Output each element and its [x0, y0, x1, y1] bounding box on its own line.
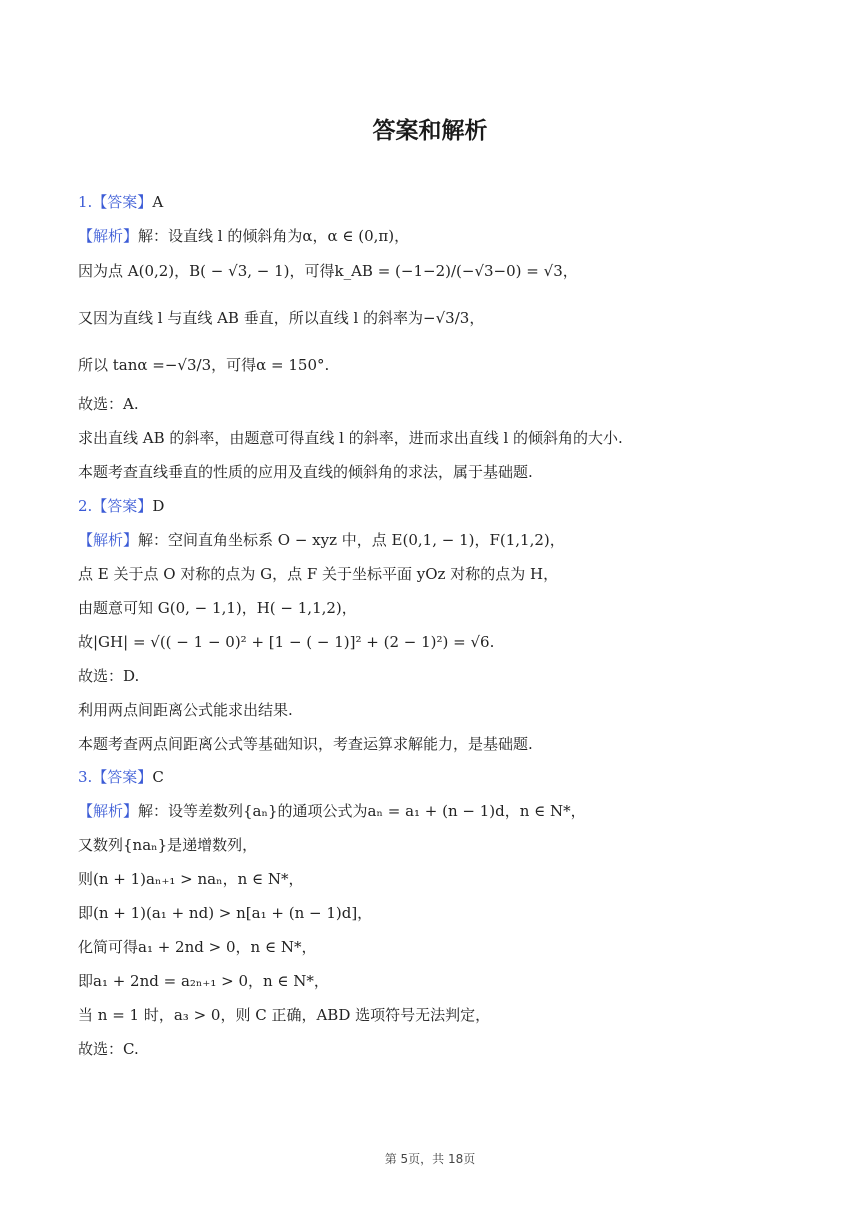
section-label: 【解析】 [78, 531, 139, 549]
line-text: 即a₁ + 2nd = a₂ₙ₊₁ > 0，n ∈ N*， [78, 972, 329, 990]
text-line [78, 835, 257, 855]
line-text: 本题考查直线垂直的性质的应用及直线的倾斜角的求法，属于基础题. [78, 463, 533, 481]
line-text: 由题意可知 G(0, − 1,1)，H( − 1,1,2)， [78, 599, 357, 617]
line-text: 故选：A. [78, 395, 139, 413]
line-text: 又数列{naₙ}是递增数列， [78, 836, 258, 854]
text-line [78, 632, 494, 652]
line-text: 化简可得a₁ + 2nd > 0，n ∈ N*， [78, 938, 317, 956]
text-line [78, 971, 329, 991]
text-line [78, 428, 623, 448]
line-text: 利用两点间距离公式能求出结果. [78, 701, 293, 719]
line-text: 所以 tanα =−√3/3，可得α = 150°. [78, 356, 330, 374]
line-text: 当 n = 1 时，a₃ > 0，则 C 正确，ABD 选项符号无法判定， [78, 1006, 491, 1024]
section-label: 【解析】 [78, 802, 139, 820]
line-text: 点 E 关于点 O 对称的点为 G，点 F 关于坐标平面 yOz 对称的点为 H， [78, 565, 559, 583]
text-line [78, 903, 372, 923]
text-line [78, 192, 163, 212]
text-line [78, 801, 586, 821]
text-line [78, 700, 293, 720]
text-line [78, 767, 164, 787]
line-text: 又因为直线 l 与直线 AB 垂直，所以直线 l 的斜率为−√3/3， [78, 309, 485, 327]
line-text: 故选：C. [78, 1040, 139, 1058]
text-line [78, 261, 578, 281]
line-text: 求出直线 AB 的斜率，由题意可得直线 l 的斜率，进而求出直线 l 的倾斜角的大小. [78, 429, 623, 447]
line-text: 解：设直线 l 的倾斜角为α，α ∈ (0,π)， [138, 227, 410, 245]
line-text: 即(n + 1)(a₁ + nd) > n[a₁ + (n − 1)d]， [78, 904, 373, 922]
text-line [78, 355, 329, 375]
line-text: 则(n + 1)aₙ₊₁ > naₙ，n ∈ N*， [78, 870, 304, 888]
text-line [78, 496, 164, 516]
text-line [78, 1005, 490, 1025]
section-label: 【解析】 [78, 227, 139, 245]
text-line [78, 734, 533, 754]
text-line [78, 937, 316, 957]
page-footer: 第 5页，共 18页 [384, 1152, 476, 1166]
text-line [78, 462, 533, 482]
page-title: 答案和解析 [372, 118, 488, 144]
text-line [78, 530, 565, 550]
line-text: 解：空间直角坐标系 O − xyz 中，点 E(0,1, − 1)，F(1,1,2)， [138, 531, 565, 549]
line-text: 因为点 A(0,2)，B( − √3, − 1)，可得k_AB = (−1−2)/(−√3−0) = √3， [78, 262, 578, 280]
text-line [78, 564, 558, 584]
text-line [78, 869, 304, 889]
text-line [78, 1039, 139, 1059]
text-line [78, 666, 139, 686]
line-text: 解：设等差数列{aₙ}的通项公式为aₙ = a₁ + (n − 1)d，n ∈ N*， [138, 802, 586, 820]
text-line [78, 308, 484, 328]
line-text: 故|GH| = √(( − 1 − 0)² + [1 − ( − 1)]² + (2 − 1)²) = √6. [78, 633, 495, 651]
section-label: 1.【答案】 [78, 193, 153, 211]
text-line [78, 598, 357, 618]
section-label: 3.【答案】 [78, 768, 153, 786]
section-label: 2.【答案】 [78, 497, 153, 515]
line-text: A [152, 193, 164, 211]
line-text: 本题考查两点间距离公式等基础知识，考查运算求解能力，是基础题. [78, 735, 533, 753]
text-line [78, 226, 409, 246]
line-text: C [152, 768, 164, 786]
text-line [78, 394, 139, 414]
line-text: D [152, 497, 165, 515]
line-text: 故选：D. [78, 667, 140, 685]
